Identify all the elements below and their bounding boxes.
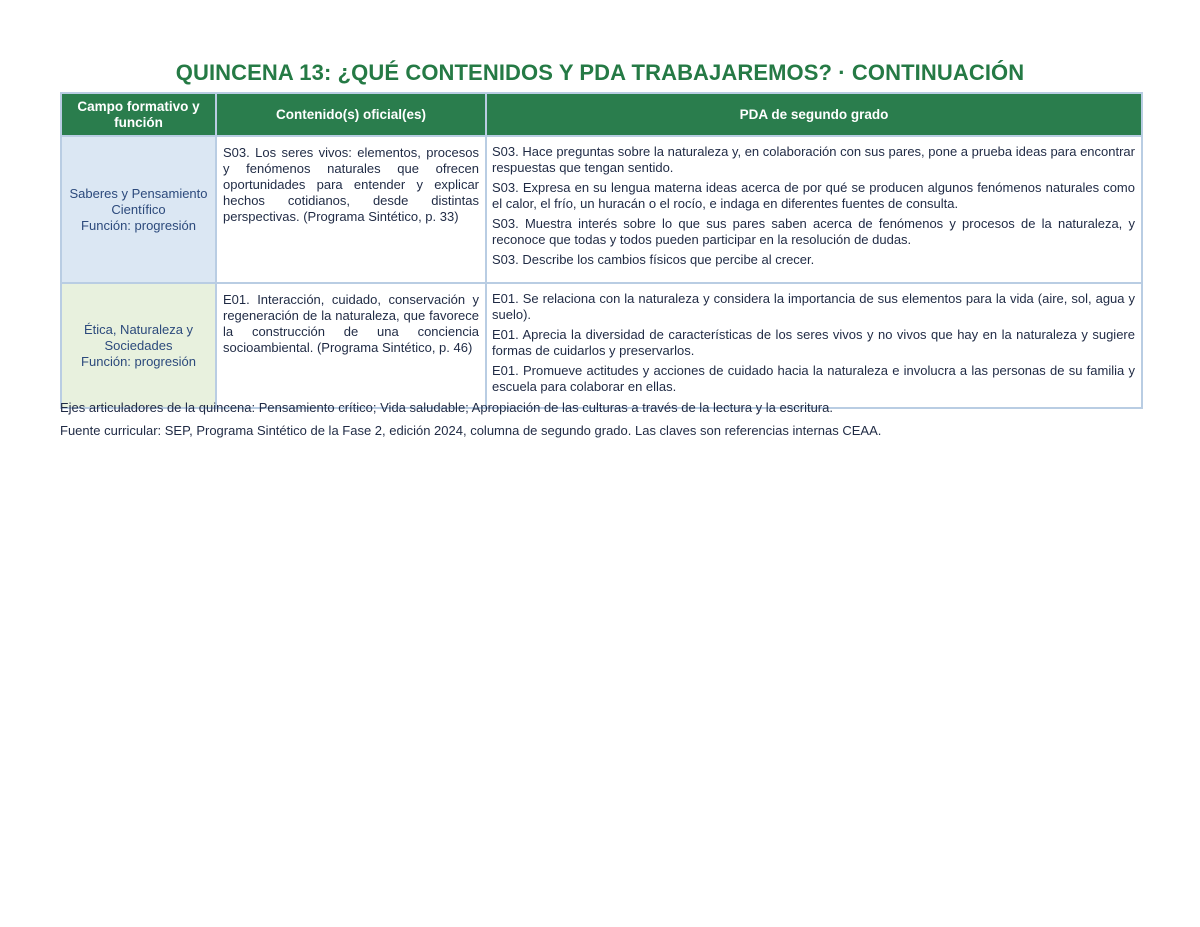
campo-formativo-cell <box>61 136 216 283</box>
contenido-cell: E01. Interacción, cuidado, conservación y regeneración de la naturaleza, que favorece la construcción de una conciencia socioambiental. (Programa Sintético, p. 46) <box>216 283 486 408</box>
pda-item: E01. Se relaciona con la naturaleza y considera la importancia de sus elementos para la vida (aire, sol, agua y suelo). <box>492 291 1135 322</box>
campo-formativo-cell <box>61 283 216 408</box>
pda-item: E01. Promueve actitudes y acciones de cuidado hacia la naturaleza e involucra a las personas de su familia y escuela para colaborar en ellas. <box>492 363 1135 394</box>
header-contenidos: Contenido(s) oficial(es) <box>216 93 486 136</box>
pda-item: E01. Aprecia la diversidad de características de los seres vivos y no vivos que hay en la naturaleza y sugiere formas de cuidarlos y preservarlos. <box>492 327 1135 358</box>
page-title: QUINCENA 13: ¿QUÉ CONTENIDOS Y PDA TRABAJAREMOS? · CONTINUACIÓN <box>175 60 1025 85</box>
pda-item: S03. Muestra interés sobre lo que sus pares saben acerca de fenómenos y procesos de la naturaleza, y reconoce que todas y todos pueden participar en la resolución de dudas. <box>492 216 1135 247</box>
contenido-cell: S03. Los seres vivos: elementos, procesos y fenómenos naturales que ofrecen oportunidades para entender y explicar hechos cotidianos, desde distintas perspectivas. (Programa Sintético, p. 33) <box>216 136 486 283</box>
pda-item: S03. Describe los cambios físicos que percibe al crecer. <box>492 252 815 267</box>
header-campo-formativo: Campo formativo y función <box>61 93 216 136</box>
funcion-label: Función: progresión <box>81 353 196 369</box>
pda-item: S03. Expresa en su lengua materna ideas acerca de por qué se producen algunos fenómenos naturales como el calor, el frío, un huracán o el rocío, e indaga en diferentes fuentes de consulta. <box>492 180 1135 211</box>
campo-formativo-name: Ética, Naturaleza y Sociedades <box>83 321 194 353</box>
table-row-etica <box>61 283 1142 408</box>
funcion-label: Función: progresión <box>81 217 196 233</box>
pda-item: S03. Hace preguntas sobre la naturaleza y, en colaboración con sus pares, pone a prueba ideas para encontrar respuestas que tengan sentido. <box>492 144 1135 175</box>
pda-cell <box>486 283 1142 408</box>
table-row-saberes <box>61 136 1142 283</box>
fuente-curricular-note: Fuente curricular: SEP, Programa Sintético de la Fase 2, edición 2024, columna de segundo grado. Las claves son referencias internas CEAA. <box>60 423 882 438</box>
table-header-row <box>61 93 1142 136</box>
ejes-articuladores-note: Ejes articuladores de la quincena: Pensamiento crítico; Vida saludable; Apropiación de las culturas a través de la lectura y la escritura. <box>60 400 833 415</box>
campo-formativo-name: Saberes y Pensamiento Científico <box>69 185 208 217</box>
contents-table <box>60 92 1143 409</box>
header-pda: PDA de segundo grado <box>486 93 1142 136</box>
pda-cell <box>486 136 1142 283</box>
